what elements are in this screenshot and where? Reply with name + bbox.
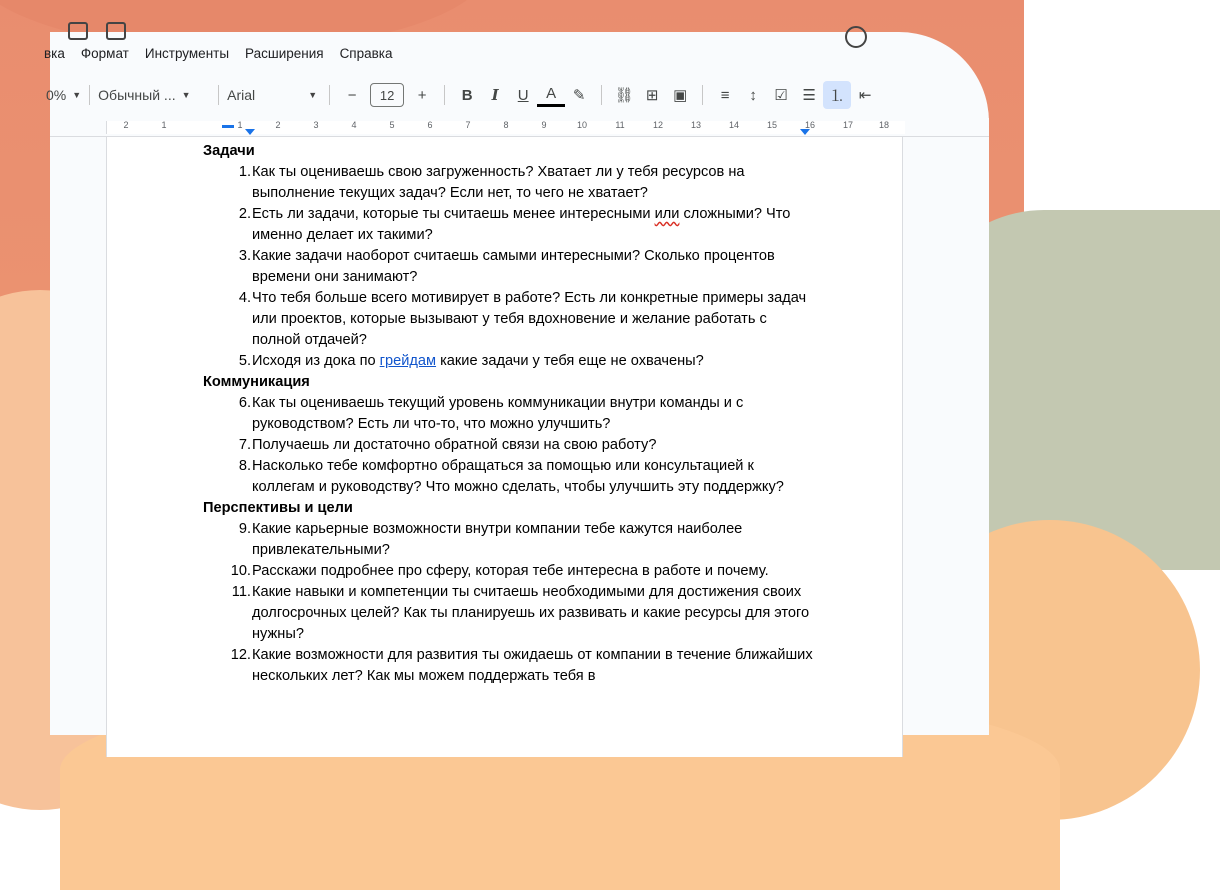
- bullet-list-icon[interactable]: ☰: [802, 87, 816, 104]
- list-item: [203, 393, 813, 435]
- item-text: Как ты оцениваешь свою загруженность? Хватает ли у тебя ресурсов на выполнение текущих задач? Если нет, то чего не хватает?: [252, 164, 745, 201]
- document-page[interactable]: [106, 137, 903, 757]
- history-icon[interactable]: [845, 26, 867, 48]
- ruler-tick: 2: [123, 120, 129, 130]
- font-size-decrease-button[interactable]: −: [347, 86, 357, 104]
- comment-icon[interactable]: ⊞: [645, 87, 659, 104]
- ruler-tick: 9: [541, 120, 547, 130]
- item-text: Какие карьерные возможности внутри компании тебе кажутся наиболее привлекательными?: [252, 521, 743, 558]
- item-number: 12.: [230, 647, 251, 663]
- list-item: [203, 435, 813, 456]
- left-indent-marker[interactable]: [245, 129, 255, 135]
- checklist-icon[interactable]: ☑: [774, 87, 788, 104]
- top-icons: [68, 22, 126, 40]
- list-item: [203, 519, 813, 561]
- folder-icon[interactable]: [68, 22, 88, 40]
- menu-bar: [44, 32, 989, 76]
- divider: [444, 85, 445, 105]
- zoom-select[interactable]: [46, 81, 81, 109]
- section-heading: Коммуникация: [203, 374, 310, 390]
- grades-link[interactable]: грейдам: [379, 353, 437, 369]
- item-text: Какие задачи наоборот считаешь самыми интересными? Сколько процентов времени они занимают?: [252, 248, 775, 285]
- image-icon[interactable]: ▣: [673, 87, 688, 104]
- section-heading: Перспективы и цели: [203, 500, 353, 516]
- list-item: [203, 645, 813, 687]
- first-line-indent-marker[interactable]: [222, 125, 234, 128]
- ruler-tick: 15: [766, 120, 778, 130]
- style-value: Обычный ...: [98, 87, 176, 103]
- item-number: 10.: [230, 563, 251, 579]
- divider: [89, 85, 90, 105]
- spellcheck-word[interactable]: или: [654, 206, 680, 222]
- item-text: Что тебя больше всего мотивирует в работе? Есть ли конкретные примеры задач или проектов, которые вызывают у тебя вдохновение и желание работать с полной отдачей?: [252, 290, 807, 348]
- item-number: 8.: [238, 458, 251, 474]
- item-number: 1.: [238, 164, 251, 180]
- underline-button[interactable]: U: [517, 86, 529, 104]
- ruler-tick: 3: [313, 120, 319, 130]
- ruler-tick: 7: [465, 120, 471, 130]
- item-text: Какие возможности для развития ты ожидаешь от компании в течение ближайших нескольких лет? Как мы можем поддержать тебя в: [252, 647, 813, 684]
- item-number: 11.: [231, 584, 251, 600]
- document-body[interactable]: [203, 141, 813, 687]
- item-number: 9.: [238, 521, 251, 537]
- divider: [218, 85, 219, 105]
- indent-icon[interactable]: ⇤: [858, 87, 872, 104]
- font-size-increase-button[interactable]: +: [417, 86, 427, 104]
- item-number: 7.: [238, 437, 251, 453]
- list-item: [203, 456, 813, 498]
- align-icon[interactable]: ≡: [720, 86, 730, 104]
- ruler-tick: 6: [427, 120, 433, 130]
- list-item: [203, 561, 813, 582]
- item-text: Насколько тебе комфортно обращаться за помощью или консультацией к коллегам и руководству? Что можно сделать, чтобы улучшить эту поддержку?: [252, 458, 784, 495]
- chevron-down-icon: ▼: [308, 90, 318, 100]
- menu-help[interactable]: Справка: [339, 46, 393, 61]
- font-size-input[interactable]: 12: [370, 83, 404, 107]
- menu-extensions[interactable]: Расширения: [245, 46, 324, 61]
- item-text: Получаешь ли достаточно обратной связи на свою работу?: [252, 437, 657, 453]
- item-number: 3.: [238, 248, 251, 264]
- ruler-tick: 8: [503, 120, 509, 130]
- ruler-tick: 13: [690, 120, 702, 130]
- item-number: 5.: [238, 353, 251, 369]
- divider: [329, 85, 330, 105]
- list-item: [203, 288, 813, 351]
- text-run: сложными? Что именно делает их такими?: [252, 206, 791, 243]
- list-item: [203, 351, 813, 372]
- divider: [601, 85, 602, 105]
- ruler-tick: 14: [728, 120, 740, 130]
- line-spacing-icon[interactable]: ↕: [749, 86, 757, 104]
- ruler-tick: 4: [351, 120, 357, 130]
- docs-window: [44, 32, 989, 735]
- item-text: [252, 351, 813, 372]
- text-run: Исходя из дока по: [252, 353, 380, 369]
- right-indent-marker[interactable]: [800, 129, 810, 135]
- ruler-tick: 17: [842, 120, 854, 130]
- menu-edit[interactable]: вка: [44, 46, 65, 61]
- chevron-down-icon: ▼: [181, 90, 191, 100]
- list-item: [203, 162, 813, 204]
- link-icon[interactable]: ⛓: [614, 87, 634, 104]
- item-text: Как ты оцениваешь текущий уровень коммуникации внутри команды и с руководством? Есть ли что-то, что можно улучшить?: [252, 395, 744, 432]
- italic-button[interactable]: I: [491, 86, 499, 104]
- numbered-list-icon[interactable]: ⒈: [823, 81, 851, 109]
- item-text: [252, 204, 813, 246]
- font-value: Arial: [227, 87, 256, 103]
- menu-format[interactable]: Формат: [80, 46, 129, 61]
- ruler-tick: 1: [161, 120, 167, 130]
- text-color-button[interactable]: A: [537, 84, 565, 107]
- ruler-tick: 16: [804, 120, 816, 130]
- text-run: какие задачи у тебя еще не охвачены?: [436, 353, 704, 369]
- list-item: [203, 582, 813, 645]
- font-select[interactable]: [227, 81, 321, 109]
- text-run: Есть ли задачи, которые ты считаешь менее интересными: [252, 206, 655, 222]
- chevron-down-icon: ▼: [72, 90, 82, 100]
- ruler[interactable]: [50, 118, 989, 137]
- item-text: Расскажи подробнее про сферу, которая тебе интересна в работе и почему.: [252, 563, 769, 579]
- ruler-tick: 11: [615, 120, 625, 130]
- cloud-icon[interactable]: [106, 22, 126, 40]
- toolbar: [46, 80, 989, 110]
- menu-tools[interactable]: Инструменты: [144, 46, 230, 61]
- item-number: 6.: [238, 395, 251, 411]
- ruler-tick: 12: [652, 120, 664, 130]
- item-text: Какие навыки и компетенции ты считаешь необходимыми для достижения своих долгосрочных целей? Как ты планируешь их развивать и какие ресурсы для этого нужны?: [252, 584, 810, 642]
- item-number: 2.: [238, 206, 251, 222]
- section-heading: Задачи: [203, 143, 255, 159]
- item-number: 4.: [238, 290, 251, 306]
- style-select[interactable]: [98, 81, 210, 109]
- zoom-value: 0%: [46, 87, 67, 103]
- list-item: [203, 246, 813, 288]
- bold-button[interactable]: B: [461, 86, 473, 104]
- divider: [702, 85, 703, 105]
- highlight-pen-icon[interactable]: ✎: [572, 87, 586, 104]
- ruler-tick: 5: [389, 120, 395, 130]
- ruler-tick: 1: [237, 120, 243, 130]
- ruler-tick: 18: [878, 120, 890, 130]
- ruler-tick: 2: [275, 120, 281, 130]
- list-item: [203, 204, 813, 246]
- ruler-tick: 10: [576, 120, 588, 130]
